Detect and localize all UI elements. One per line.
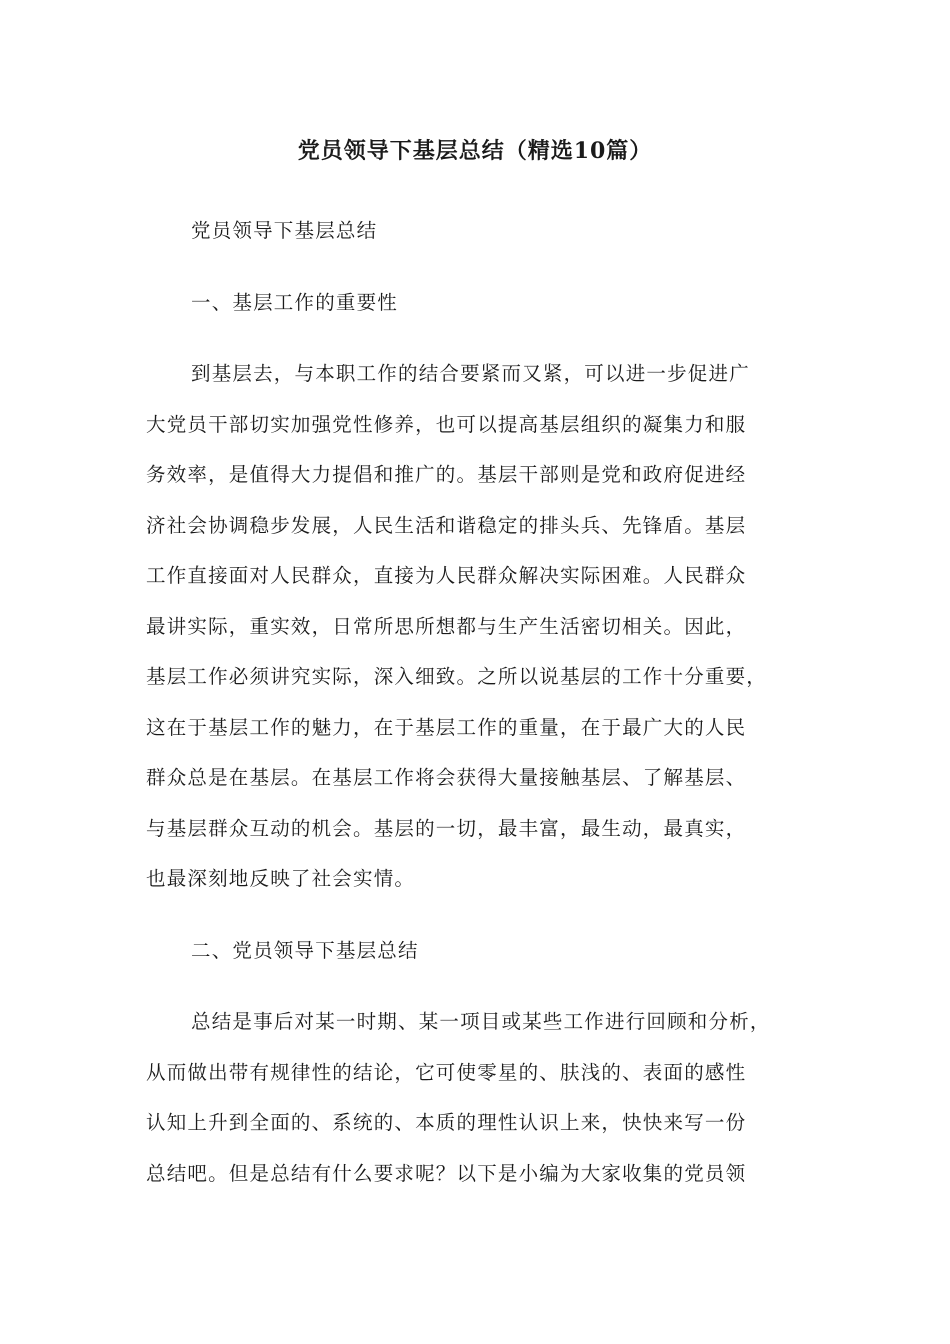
section1-paragraph	[146, 349, 826, 905]
paragraph-gap	[146, 328, 826, 349]
section1-line: 大党员干部切实加强党性修养，也可以提高基层组织的凝集力和服	[146, 412, 747, 436]
subtitle-text: 党员领导下基层总结	[191, 219, 378, 242]
section1-line: 也最深刻地反映了社会实情。	[146, 867, 416, 890]
section1-line: 这在于基层工作的魅力，在于基层工作的重量，在于最广大的人民	[146, 715, 747, 739]
document-title: 党员领导下基层总结（精选10篇）	[297, 138, 653, 164]
section1-line: 与基层群众互动的机会。基层的一切，最丰富，最生动，最真实，	[146, 816, 747, 840]
section2-paragraph	[146, 997, 826, 1199]
section1-line: 基层工作必须讲究实际，深入细致。之所以说基层的工作十分重要，	[146, 665, 768, 688]
section2-heading: 二、党员领导下基层总结	[191, 938, 419, 962]
paragraph-gap	[146, 905, 826, 926]
section2-line: 认知上升到全面的、系统的、本质的理性认识上来，快快来写一份	[146, 1111, 747, 1134]
section1-line: 工作直接面对人民群众，直接为人民群众解决实际困难。人民群众	[146, 564, 747, 587]
document-body	[146, 206, 826, 1199]
section2-heading-paragraph	[146, 926, 826, 977]
paragraph-gap	[146, 976, 826, 997]
section1-heading-paragraph	[146, 278, 826, 329]
section1-line: 到基层去，与本职工作的结合要紧而又紧，可以进一步促进广	[191, 362, 750, 385]
subtitle-paragraph	[146, 206, 826, 257]
section2-line: 从而做出带有规律性的结论，它可使零星的、肤浅的、表面的感性	[146, 1060, 747, 1084]
section1-line: 务效率，是值得大力提倡和推广的。基层干部则是党和政府促进经	[146, 463, 747, 486]
section1-line: 群众总是在基层。在基层工作将会获得大量接触基层、了解基层、	[146, 766, 747, 789]
section1-heading: 一、基层工作的重要性	[191, 290, 399, 314]
section2-line: 总结吧。但是总结有什么要求呢？以下是小编为大家收集的党员领	[146, 1161, 747, 1185]
paragraph-gap	[146, 257, 826, 278]
section1-line: 最讲实际，重实效，日常所思所想都与生产生活密切相关。因此，	[146, 614, 747, 638]
section2-line: 总结是事后对某一时期、某一项目或某些工作进行回顾和分析，	[191, 1010, 771, 1033]
section1-line: 济社会协调稳步发展，人民生活和谐稳定的排头兵、先锋盾。基层	[146, 513, 747, 537]
